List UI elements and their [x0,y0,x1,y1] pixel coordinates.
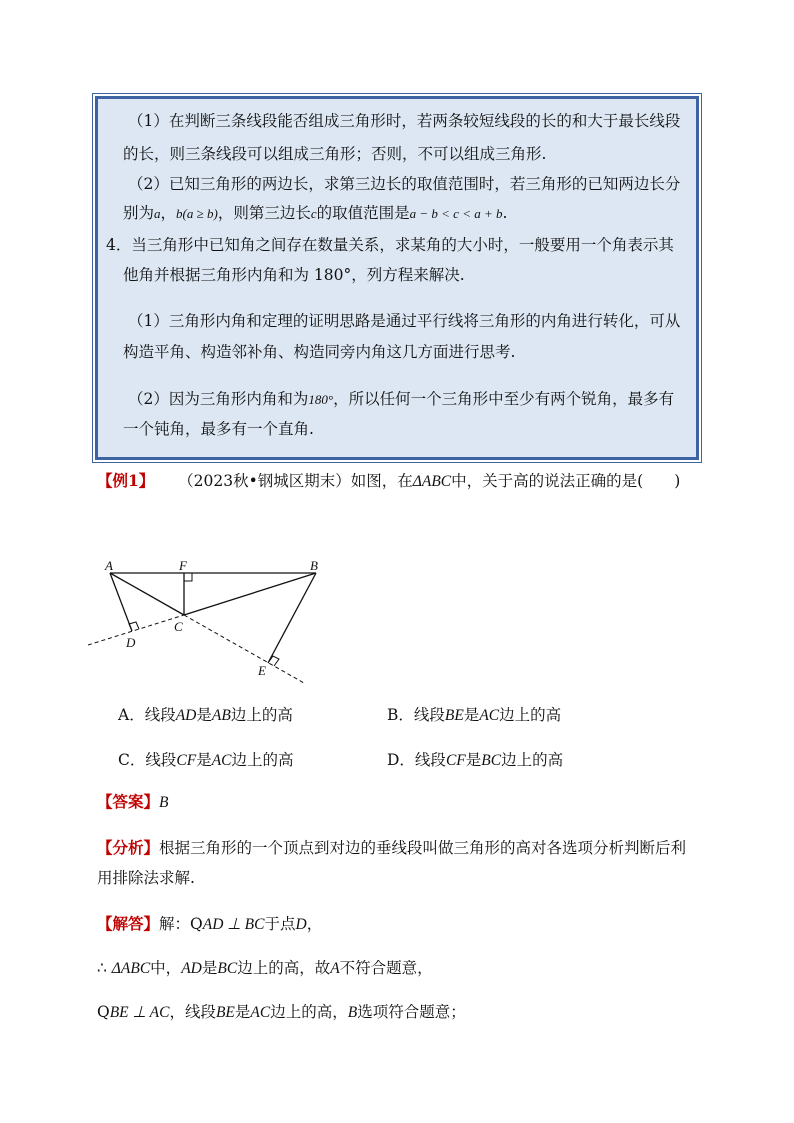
text: D．线段 [387,751,446,769]
label-a: A [105,558,113,573]
solution-line-2 [97,958,433,979]
text: 是 [196,751,212,769]
example-line [97,471,680,492]
text: ，则第三边长 [217,204,311,222]
text: 是 [196,706,212,724]
text: 是 [465,751,482,769]
math: A [330,960,340,977]
example-question: 中，关于高的说法正确的是( ) [451,472,681,490]
math-seg: BE [444,707,464,724]
label-f: F [179,558,187,573]
text: . [502,204,508,222]
text: A．线段 [118,706,176,724]
geometry-figure [88,555,328,690]
math: BE [215,1004,235,1021]
right-angle-f [184,573,192,581]
text: ，所以任何一个三角形中至少有两个锐角，最多有 [333,390,675,408]
math-a: a [154,206,161,221]
text: 边上的高， [270,1003,348,1021]
math: BE ⊥ AC [109,1004,170,1021]
math-deg: 180° [308,392,334,407]
text: 不符合题意， [339,959,433,977]
extension-ac [184,615,304,683]
box-line-6: 他角并根据三角形内角和为 180°，列方程来解决. [123,266,465,284]
option-d[interactable] [387,748,563,770]
math: B [347,1004,358,1021]
box-line-10: 一个钝角，最多有一个直角. [123,420,314,438]
math-seg: CF [176,752,197,769]
answer-value: B [159,794,169,811]
segment-bc [184,573,316,615]
text: （2）因为三角形内角和为 [128,390,309,408]
text: 边上的高 [501,751,564,769]
math-seg: CF [445,752,466,769]
text: 中， [150,959,182,977]
option-b[interactable] [387,703,561,725]
text: ∴ [97,959,112,977]
solution-line-1 [97,914,322,935]
math-side: AC [479,707,500,724]
example-source: （2023秋•钢城区期末）如图，在 [178,472,413,490]
box-line-1: （1）在判断三条线段能否组成三角形时，若两条较短线段的长的和大于最长线段 [128,112,681,130]
text: 解：Q [159,915,203,933]
math-c: c [310,206,317,221]
analysis-label: 【分析】 [97,838,160,857]
text: 于点 [264,915,296,933]
box-line-2: 的长，则三条线段可以组成三角形；否则，不可以组成三角形. [123,145,547,163]
math: D [295,916,307,933]
math-side: AC [211,752,232,769]
option-c[interactable] [118,748,294,770]
text: B．线段 [387,706,445,724]
answer-label: 【答案】 [97,792,160,811]
text: 选项符合题意； [357,1003,466,1021]
segment-ad [110,573,132,631]
math: AC [250,1004,271,1021]
label-c: C [174,619,183,634]
text: ， [306,915,323,933]
label-e: E [258,663,266,678]
math-b: b(a ≥ b) [176,206,218,221]
solution-line-3 [97,1002,466,1023]
math: AD ⊥ BC [202,916,265,933]
text: Q [97,1003,110,1021]
analysis-line-1 [97,838,686,858]
text: ，线段 [169,1003,216,1021]
box-line-7: （1）三角形内角和定理的证明思路是通过平行线将三角形的内角进行转化，可从 [128,312,681,330]
math-range: a − b < c < a + b [409,206,503,221]
analysis-line-2: 用排除法求解. [97,869,195,887]
text: 边上的高 [230,706,293,724]
analysis-text: 根据三角形的一个顶点到对边的垂线段叫做三角形的高对各选项分析判断后利 [159,839,687,857]
box-line-3: （2）已知三角形的两边长，求第三边长的取值范围时，若三角形的已知两边长分 [128,175,681,193]
segment-ac [110,573,184,615]
text: 边上的高 [231,751,294,769]
text: 是 [234,1003,251,1021]
option-a[interactable] [118,703,293,725]
text: 是 [463,706,480,724]
math: AD [181,960,202,977]
text: ， [160,204,177,222]
math-side: BC [481,752,502,769]
text: 边上的高，故 [237,959,331,977]
box-line-4 [123,203,507,224]
text: 是 [201,959,218,977]
answer-line [97,792,168,813]
text: C．线段 [118,751,177,769]
text: 边上的高 [499,706,562,724]
math: BC [217,960,238,977]
example-label: 【例1】 [97,471,155,490]
box-line-5: 4．当三角形中已知角之间存在数量关系，求某角的大小时，一般要用一个角表示其 [106,236,674,254]
triangle-abc: ΔABC [412,473,452,490]
label-d: D [126,635,136,650]
text: 别为 [123,204,155,222]
text: 的取值范围是 [316,204,410,222]
extension-bc [88,615,184,645]
box-line-8: 构造平角、构造邻补角、构造同旁内角这几方面进行思考. [123,343,516,361]
right-angle-e [268,656,279,666]
summary-box [95,96,699,460]
label-b: B [310,558,318,573]
math-side: AB [211,707,231,724]
math-seg: AD [175,707,197,724]
solution-label: 【解答】 [97,914,160,933]
math: ΔABC [111,960,151,977]
box-line-9 [128,389,674,410]
